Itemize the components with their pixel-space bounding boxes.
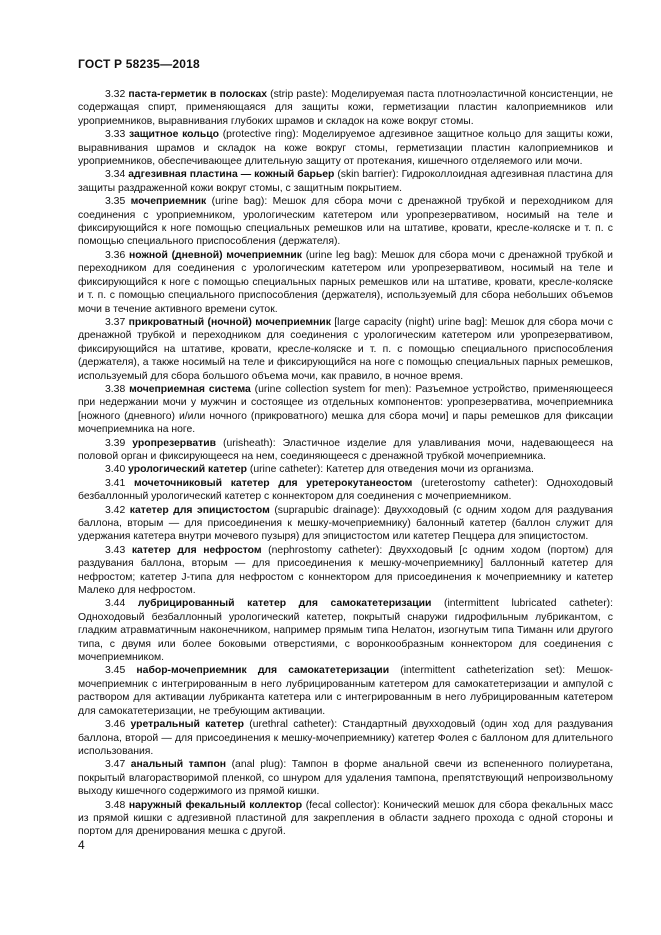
definition-entry (78, 718, 613, 758)
definition-entry (78, 249, 613, 316)
entry-term: мочеточниковый катетер для уретерокутанеостом (133, 477, 413, 489)
entry-number: 3.43 (105, 544, 126, 556)
entry-number: 3.42 (105, 504, 126, 516)
entry-text: (urine leg bag): Мешок для сбора мочи с дренажной трубкой и переходником для соединения с урологическим катетером или уропрезервативом, носимый на теле и фиксирующийся к ноге с помощью специальных парных ремешков или на штативе, кровати, кресле-коляске и т. п. с помощью специального приспособления (держателя), используемый для сбора небольших объемов мочи в течение активного времени суток. (78, 249, 613, 315)
entry-term: паста-герметик в полосках (128, 89, 268, 100)
entry-number: 3.35 (105, 196, 126, 208)
entry-number: 3.33 (105, 129, 126, 141)
entry-term: адгезивная пластина — кожный барьер (128, 169, 335, 181)
entry-term: защитное кольцо (128, 129, 219, 141)
entry-term: анальный тампон (130, 759, 227, 771)
entry-number: 3.38 (105, 383, 126, 395)
definition-entry (78, 664, 613, 718)
entry-text: (urine collection system for men): Разъемное устройство, применяющееся при недержании мочи у мужчин и состоящее из отдельных компонентов: уропрезерватива, мочеприемника [ножного (дневного) и/или ночного (прикроватного) мешка для сбора мочи] и пары ремешков для фиксации мочеприемника на ноге. (78, 383, 614, 436)
entry-term: набор-мочеприемник для самокатетеризации (136, 665, 390, 677)
entry-number: 3.48 (105, 799, 126, 811)
entry-text: (urethral catheter): Стандартный двухходовый (один ход для раздувания баллона, второй — для присоединения к мешку-мочеприемнику) катетер Фолея с баллоном для длительного использования. (78, 719, 614, 757)
entry-text: (fecal collector): Конический мешок для сбора фекальных масс из прямой кишки с адгезивной пластиной для закрепления в области заднего прохода с одной стороны и портом для дренирования мешка с другой. (78, 799, 613, 838)
entry-text: (strip paste): Моделируемая паста плотноэластичной консистенции, не содержащая спирт, применяющаяся для защиты кожи, герметизации пластин калоприемников или уроприемников, выравнивания глубоких шрамов и складок на коже вокруг стомы. (78, 89, 613, 127)
definition-entry (78, 597, 613, 664)
entry-text: (anal plug): Тампон в форме анальной свечи из вспененного полиуретана, покрытый влагорастворимой пленкой, со шнуром для удаления тампона, препятствующий непроизвольному выходу кишечного содержимого из прямой кишки. (78, 759, 613, 798)
entry-term: уропрезерватив (132, 437, 217, 449)
definition-entry (78, 758, 613, 798)
entry-text: (nephrostomy catheter): Двухходовый [с одним ходом (портом) для раздувания баллона, вторым — для присоединения к мешку-мочеприемнику] баллонный катетер для нефростом; катетер J-типа для нефростом с коннектором для присоединения к мочеприемнику и катетер Малеко для нефростом. (78, 544, 613, 597)
entry-text: (urisheath): Эластичное изделие для улавливания мочи, надевающееся на половой орган и фиксирующееся на нем, соединяющееся с дренажной трубкой мочеприемника. (78, 437, 613, 462)
entry-term: мочеприемник (130, 196, 207, 208)
entry-number: 3.46 (105, 719, 126, 731)
entry-text: (urine catheter): Катетер для отведения мочи из организма. (246, 464, 534, 476)
entry-term: урологический катетер (128, 464, 247, 476)
entry-number: 3.47 (105, 759, 126, 771)
entry-term: мочеприемная система (129, 383, 251, 395)
entry-text: (protective ring): Моделируемое адгезивное защитное кольцо для защиты кожи, выравнивания шрамов и складок на коже вокруг стомы, герметизации пластин калоприемников и уроприемников, обеспечивающее длительную защиту от протекания, кишечного отделяемого или мочи. (78, 129, 613, 168)
definition-entry (78, 88, 613, 128)
definition-entry (78, 195, 613, 249)
definition-entry (78, 544, 613, 598)
entry-text: (ureterostomy catheter): Одноходовый безбаллонный урологический катетер с коннектором для соединения с мочеприемником. (78, 477, 613, 503)
entry-number: 3.41 (105, 477, 126, 489)
entry-term: катетер для эпицистостом (129, 504, 270, 516)
document-body (78, 88, 613, 839)
definition-entry (78, 128, 613, 168)
entry-term: прикроватный (ночной) мочеприемник (128, 316, 331, 328)
definition-entry (78, 477, 613, 504)
definition-entry (78, 168, 613, 195)
document-header: ГОСТ Р 58235—2018 (78, 57, 200, 71)
entry-number: 3.34 (105, 169, 126, 181)
entry-number: 3.44 (105, 598, 126, 610)
definition-entry (78, 504, 613, 544)
entry-text: (skin barrier): Гидроколлоидная адгезивная пластина для защиты раздраженной кожи вокруг стомы, с защитным покрытием. (78, 169, 613, 194)
entry-text: [large capacity (night) urine bag]: Мешок для сбора мочи с дренажной трубкой и переходником для соединения с урологическим катетером или уропрезервативом, фиксирующийся на штативе, кровати, кресле-коляске и т. п. с помощью специального приспособления (держателя), а также носимый на теле и фиксирующийся на ноге с помощью специальных парных ремешков, используемый для сбора большого объема мочи, как правило, в ночное время. (78, 316, 613, 382)
definition-entry (78, 437, 613, 464)
definition-entry (78, 316, 613, 383)
entry-text: (suprapubic drainage): Двухходовый (с одним ходом для раздувания баллона, вторым — для присоединения к мешку-мочеприемнику) балонный катетер (баллон служит для удержания катетера внутри мочевого пузыря) для эпицистостом или катетер Пеццера для эпицистостом. (78, 504, 614, 543)
entry-number: 3.39 (105, 437, 126, 449)
definition-entry (78, 383, 613, 437)
entry-term: ножной (дневной) мочеприемник (128, 249, 302, 261)
entry-text: (intermittent lubricated catheter): Одноходовый безбаллонный урологический катетер, покрытый снаружи гидрофильным лубрикантом, с гладким атравматичным наконечником, например прямым типа Нелатон, изогнутым типа Тиманн или другого типа, с двумя или более боковыми отверстиями, с воронкообразным коннектором для соединения с мочеприемником. (78, 598, 614, 664)
entry-number: 3.36 (105, 249, 126, 261)
entry-number: 3.32 (105, 89, 126, 100)
entry-text: (intermittent catheterization set): Мешок-мочеприемник с интегрированным в него лубрицированным катетером для самокатетеризации и ампулой с раствором для активации лубриканта катетера или с интегрированным в него лубрицированным катетером для самокатетеризации, не требующим активации. (78, 665, 613, 717)
entry-number: 3.45 (105, 665, 126, 677)
entry-term: наружный фекальный коллектор (128, 799, 303, 811)
page-number: 4 (78, 838, 85, 852)
entry-number: 3.40 (105, 464, 126, 476)
entry-term: катетер для нефростом (131, 544, 262, 556)
entry-term: лубрицированный катетер для самокатетеризации (137, 598, 432, 610)
definition-entry (78, 799, 613, 839)
entry-text: (urine bag): Мешок для сбора мочи с дренажной трубкой и переходником для соединения с уроприемником, урологическим катетером или уропрезервативом, носимый на теле и фиксирующийся к ноге помощью специальных ремешков или на штативе, кровати, кресле-коляске и т. п. с помощью специального приспособления (держателя). (78, 196, 613, 248)
definition-entry (78, 463, 613, 476)
entry-number: 3.37 (105, 316, 126, 328)
entry-term: уретральный катетер (130, 719, 245, 731)
